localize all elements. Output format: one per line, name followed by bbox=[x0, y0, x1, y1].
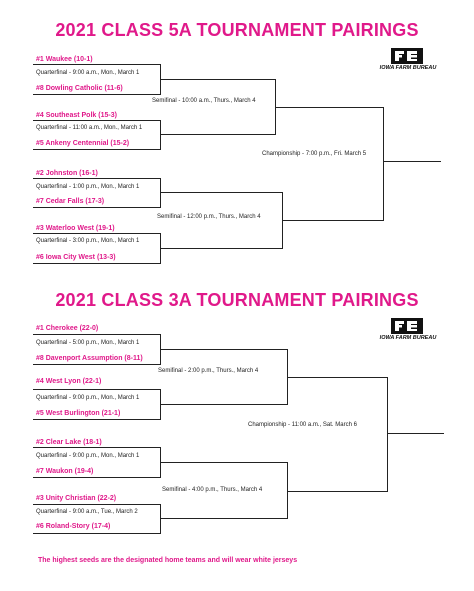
semifinal-2: Semifinal - 12:00 p.m., Thurs., March 4 bbox=[157, 214, 261, 220]
bracket-line bbox=[160, 178, 161, 208]
bracket-line bbox=[160, 79, 276, 80]
farm-bureau-logo-icon bbox=[391, 318, 423, 334]
bracket-line bbox=[33, 477, 161, 478]
team-seed-3: #3 Unity Christian (22-2) bbox=[36, 495, 117, 502]
bracket-line bbox=[160, 518, 288, 519]
team-seed-4: #4 Southeast Polk (15-3) bbox=[36, 112, 117, 119]
team-seed-3: #3 Waterloo West (19-1) bbox=[36, 225, 115, 232]
bracket-line bbox=[160, 504, 161, 534]
bracket-line bbox=[160, 134, 276, 135]
bracket-line bbox=[33, 120, 161, 121]
bracket-line bbox=[383, 161, 441, 162]
quarterfinal-2: Quarterfinal - 11:00 a.m., Mon., March 1 bbox=[36, 125, 143, 131]
bracket-line bbox=[33, 364, 161, 365]
semifinal-1: Semifinal - 2:00 p.m., Thurs., March 4 bbox=[158, 368, 259, 374]
farm-bureau-logo-icon bbox=[391, 48, 423, 64]
quarterfinal-1: Quarterfinal - 5:00 p.m., Mon., March 1 bbox=[36, 340, 140, 346]
quarterfinal-3: Quarterfinal - 1:00 p.m., Mon., March 1 bbox=[36, 184, 140, 190]
quarterfinal-4: Quarterfinal - 9:00 a.m., Tue., March 2 bbox=[36, 509, 138, 515]
team-seed-2: #2 Clear Lake (18-1) bbox=[36, 439, 102, 446]
bracket-line bbox=[387, 377, 388, 492]
team-seed-6: #6 Roland-Story (17-4) bbox=[36, 523, 111, 530]
bracket-line bbox=[33, 178, 161, 179]
quarterfinal-1: Quarterfinal - 9:00 a.m., Mon., March 1 bbox=[36, 70, 140, 76]
bracket-line bbox=[33, 419, 161, 420]
team-seed-1: #1 Waukee (10-1) bbox=[36, 56, 93, 63]
bracket-line bbox=[160, 404, 288, 405]
team-seed-5: #5 Ankeny Centennial (15-2) bbox=[36, 140, 130, 147]
team-seed-2: #2 Johnston (16-1) bbox=[36, 170, 98, 177]
bracket-line bbox=[282, 220, 384, 221]
team-seed-7: #7 Waukon (19-4) bbox=[36, 468, 94, 475]
quarterfinal-2: Quarterfinal - 9:00 p.m., Mon., March 1 bbox=[36, 395, 140, 401]
team-seed-4: #4 West Lyon (22-1) bbox=[36, 378, 102, 385]
bracket-line bbox=[33, 533, 161, 534]
bracket-line bbox=[33, 207, 161, 208]
footer-note: The highest seeds are the designated home teams and will wear white jerseys bbox=[38, 557, 298, 564]
bracket-line bbox=[33, 149, 161, 150]
class3a-title: 2021 CLASS 3A TOURNAMENT PAIRINGS bbox=[55, 290, 419, 310]
semifinal-1: Semifinal - 10:00 a.m., Thurs., March 4 bbox=[152, 98, 256, 104]
bracket-line bbox=[33, 504, 161, 505]
team-seed-8: #8 Dowling Catholic (11-6) bbox=[36, 85, 123, 92]
team-seed-7: #7 Cedar Falls (17-3) bbox=[36, 198, 105, 205]
bracket-line bbox=[33, 334, 161, 335]
bracket-line bbox=[275, 107, 384, 108]
bracket-line bbox=[33, 64, 161, 65]
bracket-line bbox=[383, 107, 384, 221]
championship: Championship - 11:00 a.m., Sat. March 6 bbox=[248, 422, 357, 428]
bracket-line bbox=[287, 491, 388, 492]
bracket-line bbox=[33, 94, 161, 95]
bracket-line bbox=[33, 389, 161, 390]
team-seed-1: #1 Cherokee (22-0) bbox=[36, 325, 99, 332]
bracket-line bbox=[160, 248, 283, 249]
championship: Championship - 7:00 p.m., Fri. March 5 bbox=[262, 151, 367, 157]
team-seed-8: #8 Davenport Assumption (8-11) bbox=[36, 355, 143, 362]
team-seed-6: #6 Iowa City West (13-3) bbox=[36, 254, 116, 261]
bracket-line bbox=[387, 433, 444, 434]
bracket-line bbox=[33, 447, 161, 448]
team-seed-5: #5 West Burlington (21-1) bbox=[36, 410, 121, 417]
class5a-title: 2021 CLASS 5A TOURNAMENT PAIRINGS bbox=[55, 20, 419, 40]
bracket-line bbox=[160, 192, 283, 193]
bracket-line bbox=[33, 233, 161, 234]
quarterfinal-4: Quarterfinal - 3:00 p.m., Mon., March 1 bbox=[36, 238, 140, 244]
bracket-line bbox=[160, 349, 288, 350]
semifinal-2: Semifinal - 4:00 p.m., Thurs., March 4 bbox=[162, 487, 263, 493]
quarterfinal-3: Quarterfinal - 9:00 p.m., Mon., March 1 bbox=[36, 453, 140, 459]
bracket-line bbox=[33, 263, 161, 264]
bracket-line bbox=[160, 120, 161, 150]
bracket-line bbox=[287, 377, 388, 378]
logo-text: IOWA FARM BUREAU bbox=[379, 335, 437, 341]
bracket-line bbox=[160, 462, 288, 463]
logo-text: IOWA FARM BUREAU bbox=[379, 65, 437, 71]
